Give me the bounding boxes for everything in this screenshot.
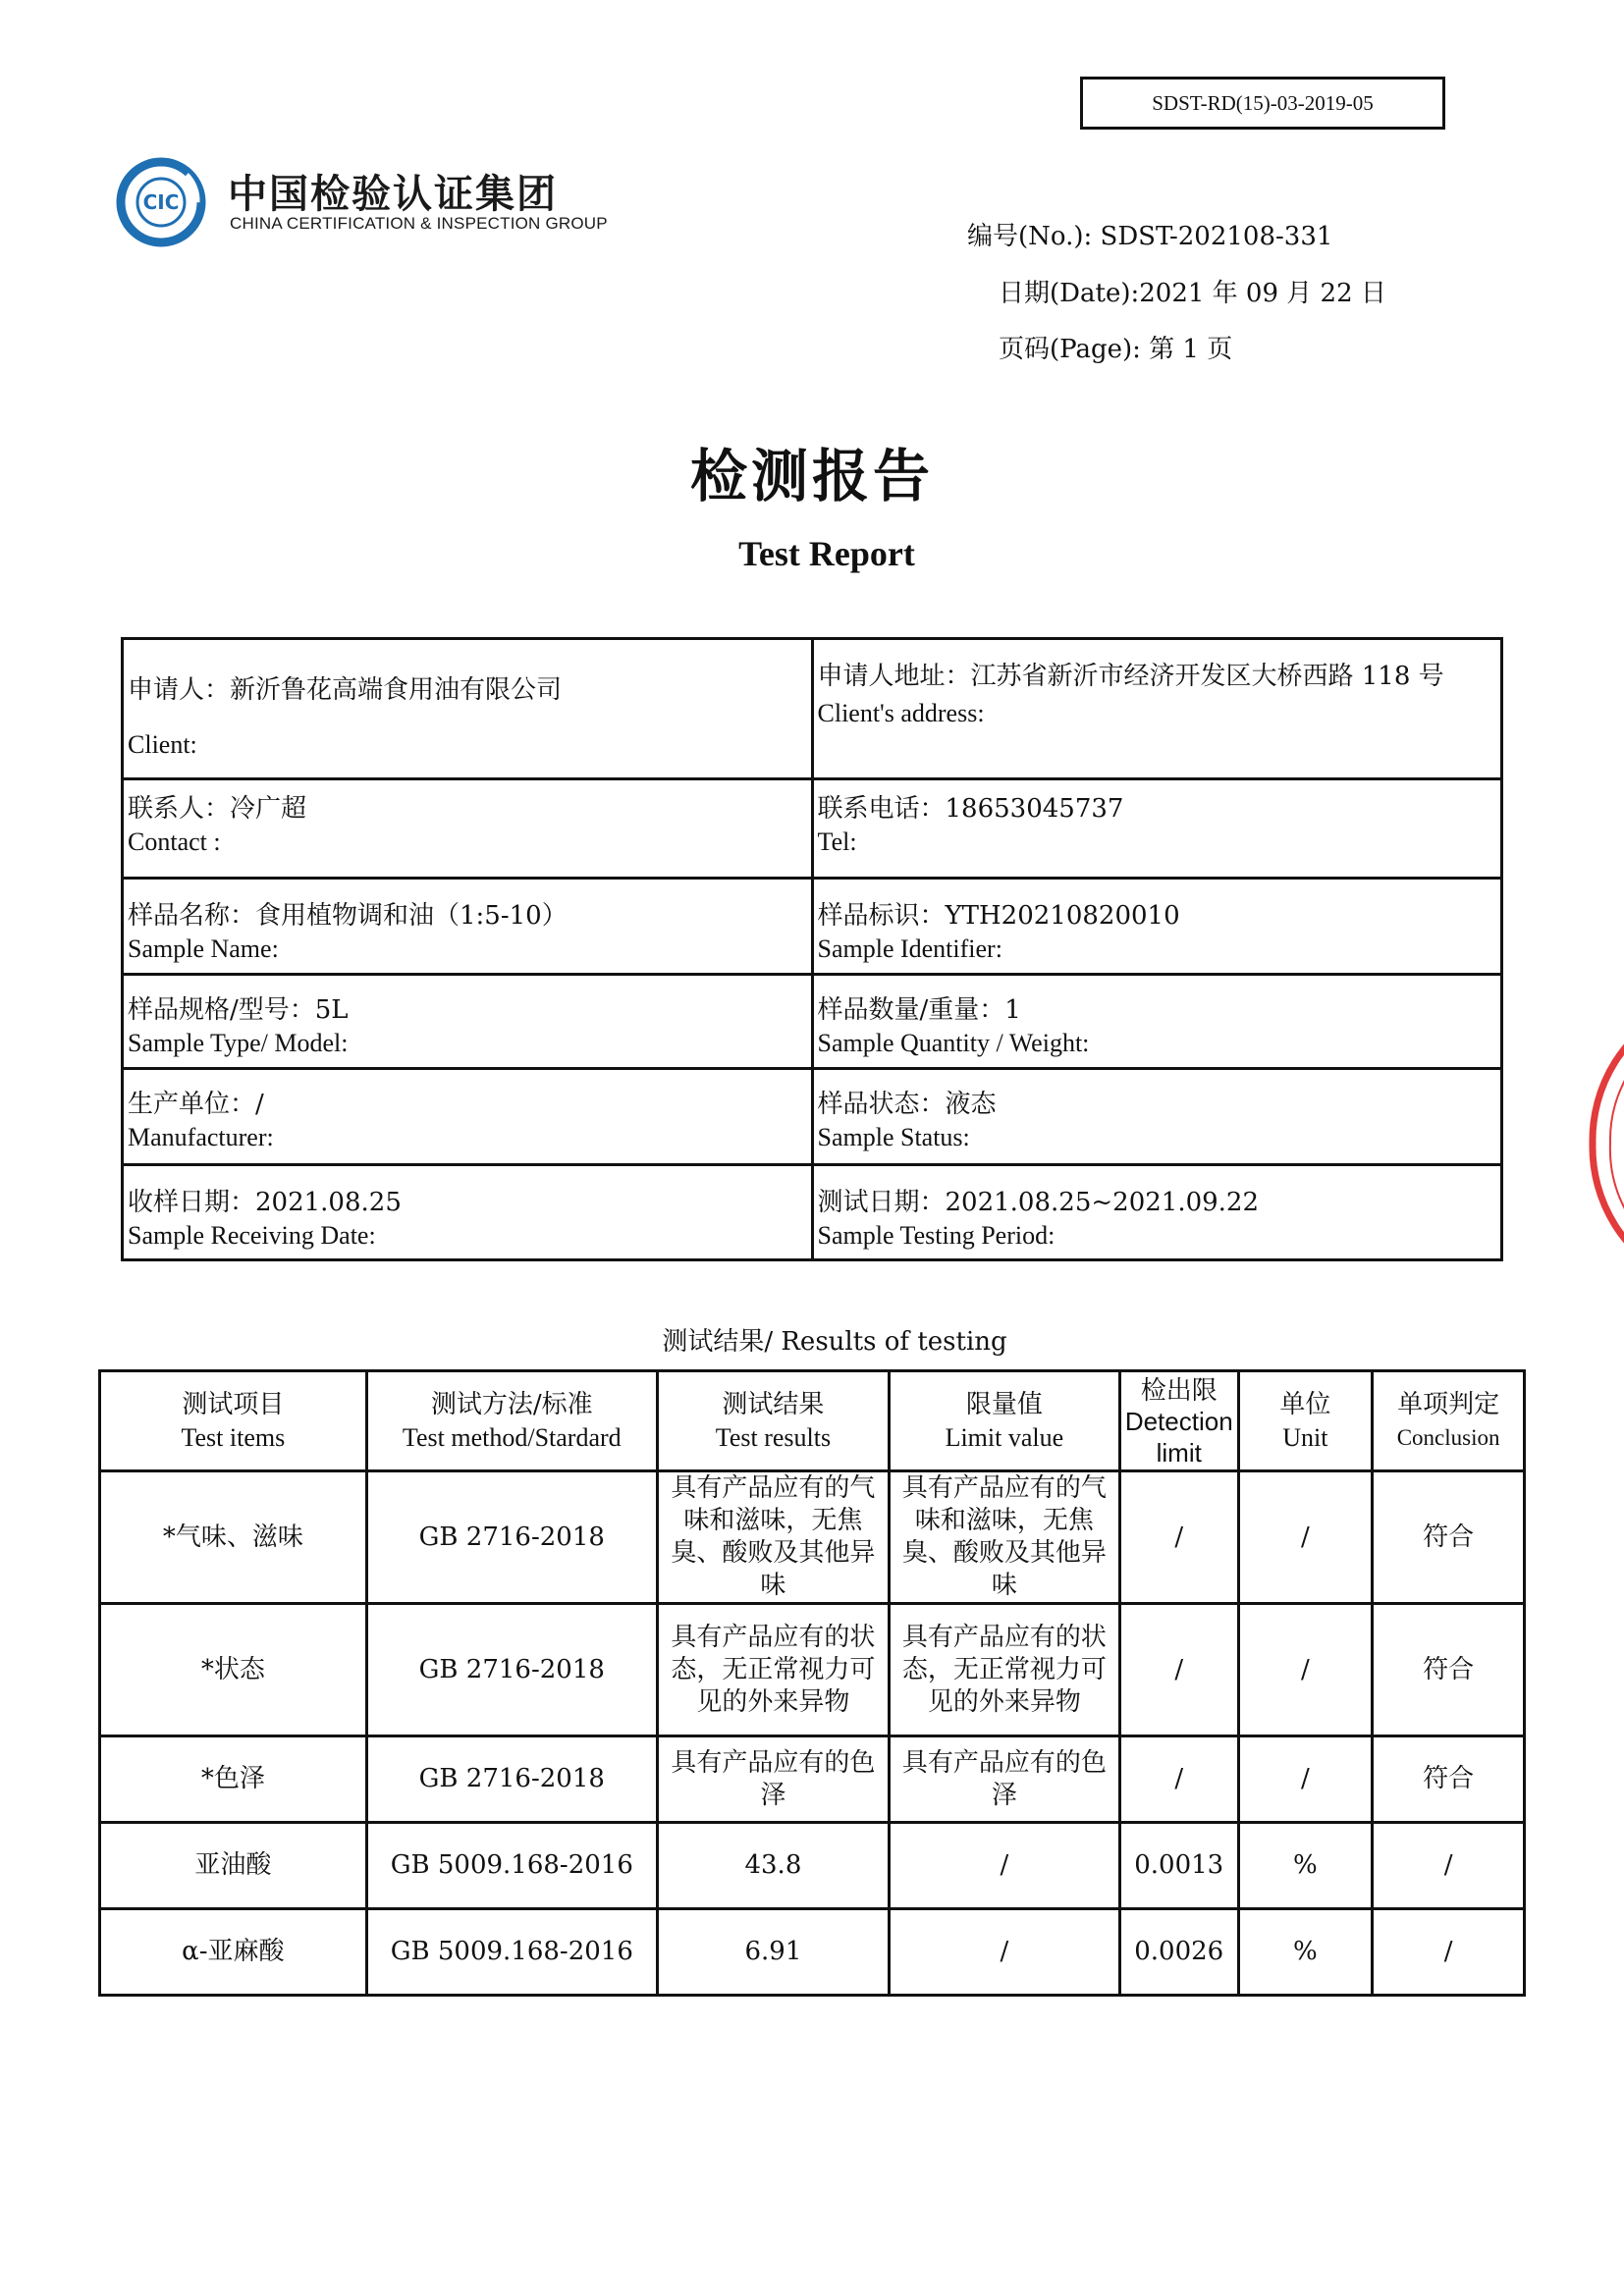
- contact-en: Contact :: [128, 828, 221, 856]
- manufacturer-en: Manufacturer:: [128, 1123, 274, 1151]
- cell-item: α-亚麻酸: [100, 1909, 367, 1996]
- cell-conclusion: 符合: [1373, 1471, 1525, 1604]
- client-info-table: [121, 637, 1503, 1261]
- header-test-method: [366, 1371, 657, 1471]
- cell-limit: /: [889, 1823, 1119, 1909]
- sample-id-en: Sample Identifier:: [817, 934, 1002, 963]
- cell-result: 6.91: [657, 1909, 889, 1996]
- header-item-en: Test items: [181, 1422, 286, 1452]
- tel-en: Tel:: [817, 828, 857, 856]
- cell-detect: /: [1119, 1471, 1238, 1604]
- client-cell: [123, 639, 813, 779]
- status-cell: [812, 1069, 1502, 1165]
- testing-period-cell: [812, 1165, 1502, 1260]
- cic-logo-icon: [116, 157, 214, 247]
- address-cn: 申请人地址：江苏省新沂市经济开发区大桥西路 118 号: [817, 662, 1444, 691]
- status-cn: 样品状态：液态: [817, 1090, 997, 1119]
- address-en: Client's address:: [817, 699, 985, 727]
- logo-text: CIC: [142, 190, 180, 214]
- receiving-date-cn: 收样日期：2021.08.25: [128, 1188, 402, 1217]
- header-result-cn: 测试结果: [722, 1389, 825, 1419]
- results-table: [98, 1369, 1526, 1997]
- tel-cell: [812, 779, 1502, 879]
- header-limit-cn: 限量值: [965, 1389, 1043, 1419]
- receiving-date-en: Sample Receiving Date:: [128, 1221, 376, 1250]
- cell-item: *色泽: [100, 1736, 367, 1823]
- brand-name-en: CHINA CERTIFICATION & INSPECTION GROUP: [230, 214, 608, 233]
- header-method-en: Test method/Stardard: [402, 1422, 622, 1452]
- manufacturer-cn: 生产单位：/: [128, 1090, 264, 1119]
- header-detect-en: Detection limit: [1124, 1406, 1233, 1468]
- cell-conclusion: /: [1373, 1909, 1525, 1996]
- quantity-en: Sample Quantity / Weight:: [817, 1029, 1090, 1057]
- cell-method: GB 2716-2018: [366, 1736, 657, 1823]
- cell-unit: /: [1238, 1471, 1373, 1604]
- cell-unit: /: [1238, 1604, 1373, 1736]
- client-en: Client:: [128, 730, 197, 759]
- header-conclusion-cn: 单项判定: [1397, 1389, 1500, 1419]
- title-cn: 检测报告: [689, 443, 934, 509]
- results-header-row: [100, 1371, 1525, 1471]
- table-row: [100, 1909, 1525, 1996]
- cell-unit: %: [1238, 1823, 1373, 1909]
- header-unit-cn: 单位: [1279, 1389, 1331, 1419]
- header-conclusion: [1373, 1371, 1525, 1471]
- form-code: SDST-RD(15)-03-2019-05: [1080, 77, 1445, 130]
- client-cn: 申请人：新沂鲁花高端食用油有限公司: [128, 675, 563, 705]
- cell-item: 亚油酸: [100, 1823, 367, 1909]
- header-test-results: [657, 1371, 889, 1471]
- cell-conclusion: /: [1373, 1823, 1525, 1909]
- cell-limit: 具有产品应有的状态，无正常视力可见的外来异物: [889, 1604, 1119, 1736]
- status-en: Sample Status:: [817, 1123, 970, 1151]
- sample-name-cell: [123, 879, 813, 975]
- header-test-items: [100, 1371, 367, 1471]
- address-cell: [812, 639, 1502, 779]
- cell-method: GB 5009.168-2016: [366, 1909, 657, 1996]
- table-row: [100, 1736, 1525, 1823]
- cell-unit: /: [1238, 1736, 1373, 1823]
- contact-cn: 联系人：冷广超: [128, 794, 307, 824]
- cell-limit: 具有产品应有的色泽: [889, 1736, 1119, 1823]
- model-cn: 样品规格/型号：5L: [128, 995, 349, 1025]
- cell-conclusion: 符合: [1373, 1736, 1525, 1823]
- report-number: 编号(No.): SDST-202108-331: [967, 222, 1333, 251]
- model-en: Sample Type/ Model:: [128, 1029, 349, 1057]
- report-page: 页码(Page): 第 1 页: [999, 335, 1233, 364]
- header-limit-value: [889, 1371, 1119, 1471]
- title-en: Test Report: [738, 534, 915, 573]
- cell-detect: 0.0026: [1119, 1909, 1238, 1996]
- receiving-date-cell: [123, 1165, 813, 1260]
- model-cell: [123, 975, 813, 1069]
- cell-result: 43.8: [657, 1823, 889, 1909]
- sample-id-cn: 样品标识：YTH20210820010: [817, 901, 1180, 931]
- cell-detect: /: [1119, 1736, 1238, 1823]
- table-row: [100, 1823, 1525, 1909]
- cell-item: *气味、滋味: [100, 1471, 367, 1604]
- sample-name-cn: 样品名称：食用植物调和油（1:5-10）: [128, 901, 568, 931]
- brand-name-cn: 中国检验认证集团: [228, 172, 558, 217]
- cell-detect: /: [1119, 1604, 1238, 1736]
- header-conclusion-en: Conclusion: [1396, 1424, 1500, 1450]
- report-date: 日期(Date):2021 年 09 月 22 日: [999, 279, 1386, 308]
- table-row: [100, 1471, 1525, 1604]
- cell-method: GB 5009.168-2016: [366, 1823, 657, 1909]
- sample-id-cell: [812, 879, 1502, 975]
- cell-result: 具有产品应有的气味和滋味，无焦臭、酸败及其他异味: [657, 1471, 889, 1604]
- contact-cell: [123, 779, 813, 879]
- quantity-cn: 样品数量/重量：1: [817, 995, 1021, 1025]
- manufacturer-cell: [123, 1069, 813, 1165]
- cell-limit: 具有产品应有的气味和滋味，无焦臭、酸败及其他异味: [889, 1471, 1119, 1604]
- header-result-en: Test results: [715, 1422, 832, 1452]
- header-detect-cn: 检出限: [1140, 1374, 1218, 1405]
- header-limit-en: Limit value: [945, 1422, 1064, 1452]
- sample-name-en: Sample Name:: [128, 934, 279, 963]
- tel-cn: 联系电话：18653045737: [817, 794, 1124, 824]
- cell-item: *状态: [100, 1604, 367, 1736]
- cell-result: 具有产品应有的色泽: [657, 1736, 889, 1823]
- cell-method: GB 2716-2018: [366, 1471, 657, 1604]
- header-unit: [1238, 1371, 1373, 1471]
- quantity-cell: [812, 975, 1502, 1069]
- table-row: [100, 1604, 1525, 1736]
- cell-method: GB 2716-2018: [366, 1604, 657, 1736]
- header-unit-en: Unit: [1282, 1422, 1328, 1452]
- cell-limit: /: [889, 1909, 1119, 1996]
- header-item-cn: 测试项目: [182, 1389, 285, 1419]
- testing-period-cn: 测试日期：2021.08.25~2021.09.22: [817, 1188, 1260, 1217]
- cell-result: 具有产品应有的状态，无正常视力可见的外来异物: [657, 1604, 889, 1736]
- cell-conclusion: 符合: [1373, 1604, 1525, 1736]
- header-method-cn: 测试方法/标准: [430, 1389, 593, 1419]
- cell-detect: 0.0013: [1119, 1823, 1238, 1909]
- cell-unit: %: [1238, 1909, 1373, 1996]
- header-detection-limit: [1119, 1371, 1238, 1471]
- red-stamp-seal-icon: [1571, 987, 1624, 1310]
- results-caption: 测试结果/ Results of testing: [662, 1327, 1007, 1357]
- testing-period-en: Sample Testing Period:: [817, 1221, 1056, 1250]
